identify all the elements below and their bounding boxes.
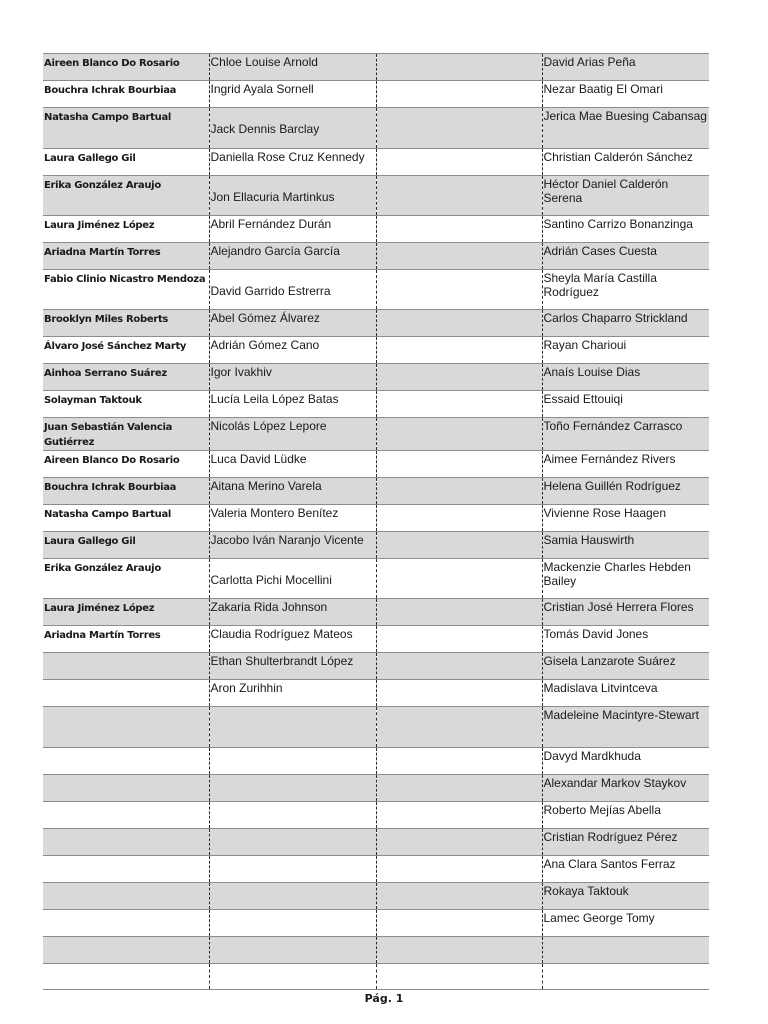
table-cell-c3 bbox=[376, 937, 542, 964]
table-cell-c2 bbox=[209, 599, 376, 626]
student-name bbox=[377, 270, 542, 271]
table-cell-c3 bbox=[376, 829, 542, 856]
student-name: Santino Carrizo Bonanzinga bbox=[543, 217, 693, 231]
table-cell-c1 bbox=[43, 599, 209, 626]
student-name: Abril Fernández Durán bbox=[210, 217, 332, 231]
table-row bbox=[43, 680, 709, 707]
table-row bbox=[43, 364, 709, 391]
table-cell-c1 bbox=[43, 964, 209, 990]
table-cell-c1 bbox=[43, 451, 209, 478]
table-cell-c1 bbox=[43, 108, 209, 149]
student-name: Carlotta Pichi Mocellini bbox=[210, 573, 332, 587]
student-name bbox=[377, 176, 542, 177]
student-name bbox=[210, 910, 376, 911]
table-cell-c2 bbox=[209, 937, 376, 964]
table-cell-c2 bbox=[209, 391, 376, 418]
table-cell-c2 bbox=[209, 337, 376, 364]
student-name: Adrián Cases Cuesta bbox=[543, 244, 657, 258]
table-cell-c4 bbox=[542, 856, 709, 883]
table-cell-c3 bbox=[376, 364, 542, 391]
table-cell-c4 bbox=[542, 910, 709, 937]
student-name bbox=[377, 54, 542, 55]
table-cell-c1 bbox=[43, 937, 209, 964]
table-cell-c2 bbox=[209, 176, 376, 216]
table-cell-c3 bbox=[376, 176, 542, 216]
student-name: Lucía Leila López Batas bbox=[210, 392, 339, 406]
student-name: David Garrido Estrerra bbox=[210, 284, 331, 298]
student-name: Toño Fernández Carrasco bbox=[543, 419, 683, 433]
group-name bbox=[43, 964, 209, 966]
table-cell-c3 bbox=[376, 243, 542, 270]
table-cell-c2 bbox=[209, 270, 376, 310]
table-cell-c2 bbox=[209, 243, 376, 270]
table-cell-c2 bbox=[209, 964, 376, 990]
table-cell-c3 bbox=[376, 337, 542, 364]
table-cell-c4 bbox=[542, 310, 709, 337]
group-name: Erika González Araujo bbox=[44, 180, 161, 191]
table-cell-c4 bbox=[542, 108, 709, 149]
table-cell-c3 bbox=[376, 310, 542, 337]
student-name bbox=[377, 599, 542, 600]
student-name: Igor Ivakhiv bbox=[210, 365, 272, 379]
table-cell-c4 bbox=[542, 653, 709, 680]
student-name bbox=[377, 532, 542, 533]
group-name bbox=[43, 775, 209, 777]
student-name bbox=[210, 775, 376, 776]
table-cell-c2 bbox=[209, 707, 376, 748]
student-name: Ana Clara Santos Ferraz bbox=[543, 857, 676, 871]
table-cell-c3 bbox=[376, 478, 542, 505]
group-name bbox=[43, 910, 209, 912]
group-name: Bouchra Ichrak Bourbiaa bbox=[44, 85, 177, 96]
student-name bbox=[377, 418, 542, 419]
table-cell-c4 bbox=[542, 216, 709, 243]
table-cell-c1 bbox=[43, 883, 209, 910]
table-cell-c4 bbox=[542, 505, 709, 532]
table-cell-c3 bbox=[376, 599, 542, 626]
table-cell-c2 bbox=[209, 81, 376, 108]
table-cell-c4 bbox=[542, 81, 709, 108]
student-name bbox=[543, 937, 710, 938]
table-cell-c2 bbox=[209, 775, 376, 802]
student-name bbox=[377, 775, 542, 776]
table-cell-c1 bbox=[43, 149, 209, 176]
table-cell-c4 bbox=[542, 149, 709, 176]
table-cell-c3 bbox=[376, 391, 542, 418]
student-name bbox=[377, 910, 542, 911]
table-cell-c1 bbox=[43, 559, 209, 599]
table-cell-c2 bbox=[209, 478, 376, 505]
student-name bbox=[543, 964, 710, 965]
group-name: Aireen Blanco Do Rosario bbox=[44, 58, 180, 69]
table-cell-c3 bbox=[376, 748, 542, 775]
student-name: Rokaya Taktouk bbox=[543, 884, 629, 898]
group-name: Juan Sebastián Valencia Gutiérrez bbox=[44, 422, 173, 448]
table-row bbox=[43, 937, 709, 964]
student-name: Jerica Mae Buesing Cabansag bbox=[543, 109, 707, 123]
table-cell-c4 bbox=[542, 883, 709, 910]
student-name: Essaid Ettouiqi bbox=[543, 392, 623, 406]
table-cell-c2 bbox=[209, 748, 376, 775]
table-cell-c1 bbox=[43, 391, 209, 418]
student-name bbox=[210, 856, 376, 857]
student-name bbox=[377, 243, 542, 244]
student-name: Adrián Gómez Cano bbox=[210, 338, 320, 352]
group-name: Fabio Clinio Nicastro Mendoza bbox=[44, 274, 206, 285]
student-name bbox=[377, 680, 542, 681]
group-name: Ainhoa Serrano Suárez bbox=[44, 368, 167, 379]
group-name: Laura Gallego Gil bbox=[44, 153, 136, 164]
student-name bbox=[377, 149, 542, 150]
student-name bbox=[377, 559, 542, 560]
table-cell-c2 bbox=[209, 829, 376, 856]
table-cell-c4 bbox=[542, 364, 709, 391]
group-name: Natasha Campo Bartual bbox=[44, 509, 172, 520]
student-name: David Arias Peña bbox=[543, 55, 636, 69]
student-name: Ingrid Ayala Sornell bbox=[210, 82, 314, 96]
table-row bbox=[43, 337, 709, 364]
table-cell-c3 bbox=[376, 418, 542, 451]
table-cell-c3 bbox=[376, 802, 542, 829]
table-row bbox=[43, 505, 709, 532]
table-cell-c4 bbox=[542, 54, 709, 81]
table-row bbox=[43, 829, 709, 856]
table-cell-c3 bbox=[376, 505, 542, 532]
group-name bbox=[43, 748, 209, 750]
student-name: Cristian José Herrera Flores bbox=[543, 600, 694, 614]
student-name bbox=[210, 802, 376, 803]
table-cell-c1 bbox=[43, 81, 209, 108]
table-row bbox=[43, 270, 709, 310]
table-row bbox=[43, 775, 709, 802]
table-cell-c3 bbox=[376, 451, 542, 478]
student-name bbox=[377, 802, 542, 803]
table-cell-c2 bbox=[209, 910, 376, 937]
table-cell-c2 bbox=[209, 559, 376, 599]
table-cell-c4 bbox=[542, 775, 709, 802]
group-name: Laura Gallego Gil bbox=[44, 536, 136, 547]
table-cell-c2 bbox=[209, 883, 376, 910]
table-cell-c4 bbox=[542, 451, 709, 478]
group-name: Bouchra Ichrak Bourbiaa bbox=[44, 482, 177, 493]
table-row bbox=[43, 451, 709, 478]
table-cell-c1 bbox=[43, 856, 209, 883]
student-name: Aron Zurihhin bbox=[210, 681, 283, 695]
table-cell-c3 bbox=[376, 653, 542, 680]
student-name: Jack Dennis Barclay bbox=[210, 122, 320, 136]
student-name: Christian Calderón Sánchez bbox=[543, 150, 693, 164]
table-cell-c3 bbox=[376, 108, 542, 149]
table-cell-c1 bbox=[43, 310, 209, 337]
table-cell-c1 bbox=[43, 505, 209, 532]
table-cell-c4 bbox=[542, 599, 709, 626]
student-name bbox=[210, 707, 376, 721]
table-row bbox=[43, 243, 709, 270]
student-name bbox=[377, 108, 542, 109]
table-cell-c1 bbox=[43, 364, 209, 391]
student-name bbox=[210, 829, 376, 830]
student-name: Gisela Lanzarote Suárez bbox=[543, 654, 676, 668]
table-cell-c2 bbox=[209, 451, 376, 478]
student-name bbox=[377, 883, 542, 884]
student-name bbox=[377, 505, 542, 506]
student-name bbox=[377, 937, 542, 938]
table-cell-c1 bbox=[43, 532, 209, 559]
group-name: Erika González Araujo bbox=[44, 563, 161, 574]
student-name bbox=[377, 653, 542, 654]
table-cell-c4 bbox=[542, 418, 709, 451]
table-cell-c4 bbox=[542, 559, 709, 599]
table-cell-c3 bbox=[376, 964, 542, 990]
table-row bbox=[43, 176, 709, 216]
table-cell-c1 bbox=[43, 626, 209, 653]
table-cell-c4 bbox=[542, 707, 709, 748]
table-row bbox=[43, 599, 709, 626]
table-cell-c4 bbox=[542, 243, 709, 270]
table-row bbox=[43, 910, 709, 937]
student-name: Nezar Baatig El Omari bbox=[543, 82, 663, 96]
group-name: Ariadna Martín Torres bbox=[44, 630, 161, 641]
table-row bbox=[43, 532, 709, 559]
table-cell-c4 bbox=[542, 532, 709, 559]
table-cell-c3 bbox=[376, 216, 542, 243]
group-name bbox=[43, 883, 209, 885]
table-cell-c3 bbox=[376, 707, 542, 748]
table-cell-c1 bbox=[43, 680, 209, 707]
student-name: Alexandar Markov Staykov bbox=[543, 776, 687, 790]
table-row bbox=[43, 856, 709, 883]
student-name: Madeleine Macintyre-Stewart bbox=[543, 708, 699, 722]
student-name bbox=[377, 964, 542, 965]
student-name: Jon Ellacuria Martinkus bbox=[210, 190, 335, 204]
table-cell-c1 bbox=[43, 775, 209, 802]
student-name: Jacobo Iván Naranjo Vicente bbox=[210, 533, 364, 547]
group-name: Aireen Blanco Do Rosario bbox=[44, 455, 180, 466]
table-row bbox=[43, 81, 709, 108]
student-name bbox=[210, 964, 376, 965]
student-name: Samia Hauswirth bbox=[543, 533, 635, 547]
table-cell-c4 bbox=[542, 337, 709, 364]
group-name bbox=[43, 856, 209, 858]
table-row bbox=[43, 748, 709, 775]
student-name: Abel Gómez Álvarez bbox=[210, 311, 320, 325]
table-row bbox=[43, 391, 709, 418]
group-name: Natasha Campo Bartual bbox=[44, 112, 172, 123]
table-cell-c2 bbox=[209, 626, 376, 653]
table-cell-c2 bbox=[209, 680, 376, 707]
student-name: Daniella Rose Cruz Kennedy bbox=[210, 150, 365, 164]
table-cell-c1 bbox=[43, 54, 209, 81]
table-cell-c2 bbox=[209, 653, 376, 680]
table-cell-c1 bbox=[43, 418, 209, 451]
table-row bbox=[43, 802, 709, 829]
student-name: Roberto Mejías Abella bbox=[543, 803, 661, 817]
table-row bbox=[43, 216, 709, 243]
table-cell-c4 bbox=[542, 478, 709, 505]
table-cell-c2 bbox=[209, 364, 376, 391]
table-cell-c1 bbox=[43, 802, 209, 829]
student-name bbox=[210, 937, 376, 938]
table-cell-c2 bbox=[209, 856, 376, 883]
table-cell-c2 bbox=[209, 505, 376, 532]
student-name: Madislava Litvintceva bbox=[543, 681, 658, 695]
student-name: Claudia Rodríguez Mateos bbox=[210, 627, 353, 641]
table-body bbox=[43, 54, 709, 990]
student-name: Valeria Montero Benítez bbox=[210, 506, 339, 520]
student-name: Vivienne Rose Haagen bbox=[543, 506, 667, 520]
table-cell-c1 bbox=[43, 176, 209, 216]
table-cell-c1 bbox=[43, 243, 209, 270]
table-cell-c3 bbox=[376, 910, 542, 937]
student-name bbox=[377, 748, 542, 749]
student-name: Anaís Louise Dias bbox=[543, 365, 641, 379]
table-cell-c3 bbox=[376, 81, 542, 108]
table-row bbox=[43, 653, 709, 680]
table-cell-c4 bbox=[542, 829, 709, 856]
table-row bbox=[43, 559, 709, 599]
table-cell-c2 bbox=[209, 54, 376, 81]
table-cell-c4 bbox=[542, 176, 709, 216]
student-name bbox=[377, 707, 542, 708]
group-name: Brooklyn Miles Roberts bbox=[44, 314, 169, 325]
student-name: Nicolás López Lepore bbox=[210, 419, 327, 433]
table-cell-c2 bbox=[209, 108, 376, 149]
student-name: Tomás David Jones bbox=[543, 627, 649, 641]
table-cell-c4 bbox=[542, 270, 709, 310]
group-name: Laura Jiménez López bbox=[44, 603, 155, 614]
student-name: Carlos Chaparro Strickland bbox=[543, 311, 688, 325]
group-name: Solayman Taktouk bbox=[44, 395, 142, 406]
table-cell-c3 bbox=[376, 883, 542, 910]
table-cell-c3 bbox=[376, 54, 542, 81]
student-name bbox=[377, 478, 542, 479]
student-name: Aitana Merino Varela bbox=[210, 479, 322, 493]
group-name bbox=[43, 829, 209, 831]
table-cell-c4 bbox=[542, 680, 709, 707]
student-name: Sheyla María Castilla Rodríguez bbox=[543, 271, 657, 299]
group-name: Laura Jiménez López bbox=[44, 220, 155, 231]
table-row bbox=[43, 626, 709, 653]
group-name: Ariadna Martín Torres bbox=[44, 247, 161, 258]
table-cell-c4 bbox=[542, 964, 709, 990]
table-row bbox=[43, 707, 709, 748]
table-cell-c2 bbox=[209, 418, 376, 451]
student-name bbox=[210, 883, 376, 884]
table-cell-c3 bbox=[376, 775, 542, 802]
table-cell-c1 bbox=[43, 216, 209, 243]
table-row bbox=[43, 54, 709, 81]
table-cell-c1 bbox=[43, 337, 209, 364]
student-name: Zakaria Rida Johnson bbox=[210, 600, 328, 614]
table-cell-c3 bbox=[376, 532, 542, 559]
student-name bbox=[377, 451, 542, 452]
table-cell-c4 bbox=[542, 802, 709, 829]
student-name bbox=[377, 856, 542, 857]
student-name: Davyd Mardkhuda bbox=[543, 749, 641, 763]
table-cell-c1 bbox=[43, 829, 209, 856]
group-name: Álvaro José Sánchez Marty bbox=[44, 341, 187, 352]
group-name bbox=[43, 937, 209, 939]
table-cell-c3 bbox=[376, 270, 542, 310]
group-name bbox=[43, 653, 209, 655]
student-name: Lamec George Tomy bbox=[543, 911, 655, 925]
table-cell-c2 bbox=[209, 149, 376, 176]
student-name: Héctor Daniel Calderón Serena bbox=[543, 177, 669, 205]
table-cell-c2 bbox=[209, 310, 376, 337]
group-name bbox=[43, 802, 209, 804]
table-cell-c1 bbox=[43, 748, 209, 775]
table-cell-c4 bbox=[542, 626, 709, 653]
name-table bbox=[43, 53, 709, 990]
table-cell-c1 bbox=[43, 653, 209, 680]
student-name bbox=[377, 391, 542, 392]
table-cell-c3 bbox=[376, 856, 542, 883]
student-name: Cristian Rodríguez Pérez bbox=[543, 830, 678, 844]
table-cell-c3 bbox=[376, 149, 542, 176]
table-cell-c1 bbox=[43, 910, 209, 937]
student-name bbox=[377, 81, 542, 82]
table-cell-c2 bbox=[209, 802, 376, 829]
student-name bbox=[377, 626, 542, 627]
table-row bbox=[43, 418, 709, 451]
student-name bbox=[377, 364, 542, 365]
table-row bbox=[43, 883, 709, 910]
student-name: Luca David Lüdke bbox=[210, 452, 307, 466]
table-cell-c4 bbox=[542, 391, 709, 418]
table-cell-c1 bbox=[43, 478, 209, 505]
student-name bbox=[377, 310, 542, 311]
table-cell-c3 bbox=[376, 680, 542, 707]
student-name: Rayan Charioui bbox=[543, 338, 627, 352]
group-name bbox=[43, 707, 209, 709]
table-row bbox=[43, 478, 709, 505]
table-cell-c1 bbox=[43, 707, 209, 748]
student-name bbox=[377, 216, 542, 217]
table-cell-c3 bbox=[376, 559, 542, 599]
student-name: Alejandro García García bbox=[210, 244, 340, 258]
table-row bbox=[43, 310, 709, 337]
table-cell-c2 bbox=[209, 532, 376, 559]
table-cell-c1 bbox=[43, 270, 209, 310]
table-row bbox=[43, 108, 709, 149]
student-name bbox=[377, 337, 542, 338]
table-row bbox=[43, 964, 709, 990]
student-name: Aimee Fernández Rivers bbox=[543, 452, 676, 466]
table-cell-c2 bbox=[209, 216, 376, 243]
table-cell-c3 bbox=[376, 626, 542, 653]
student-name: Helena Guillén Rodríguez bbox=[543, 479, 681, 493]
student-name bbox=[210, 748, 376, 749]
group-name bbox=[43, 680, 209, 682]
student-name: Chloe Louise Arnold bbox=[210, 55, 318, 69]
table-cell-c4 bbox=[542, 748, 709, 775]
table-cell-c4 bbox=[542, 937, 709, 964]
student-name: Ethan Shulterbrandt López bbox=[210, 654, 354, 668]
table-row bbox=[43, 149, 709, 176]
student-name: Mackenzie Charles Hebden Bailey bbox=[543, 560, 691, 588]
student-name bbox=[377, 829, 542, 830]
page-number: Pág. 1 bbox=[364, 992, 404, 1005]
